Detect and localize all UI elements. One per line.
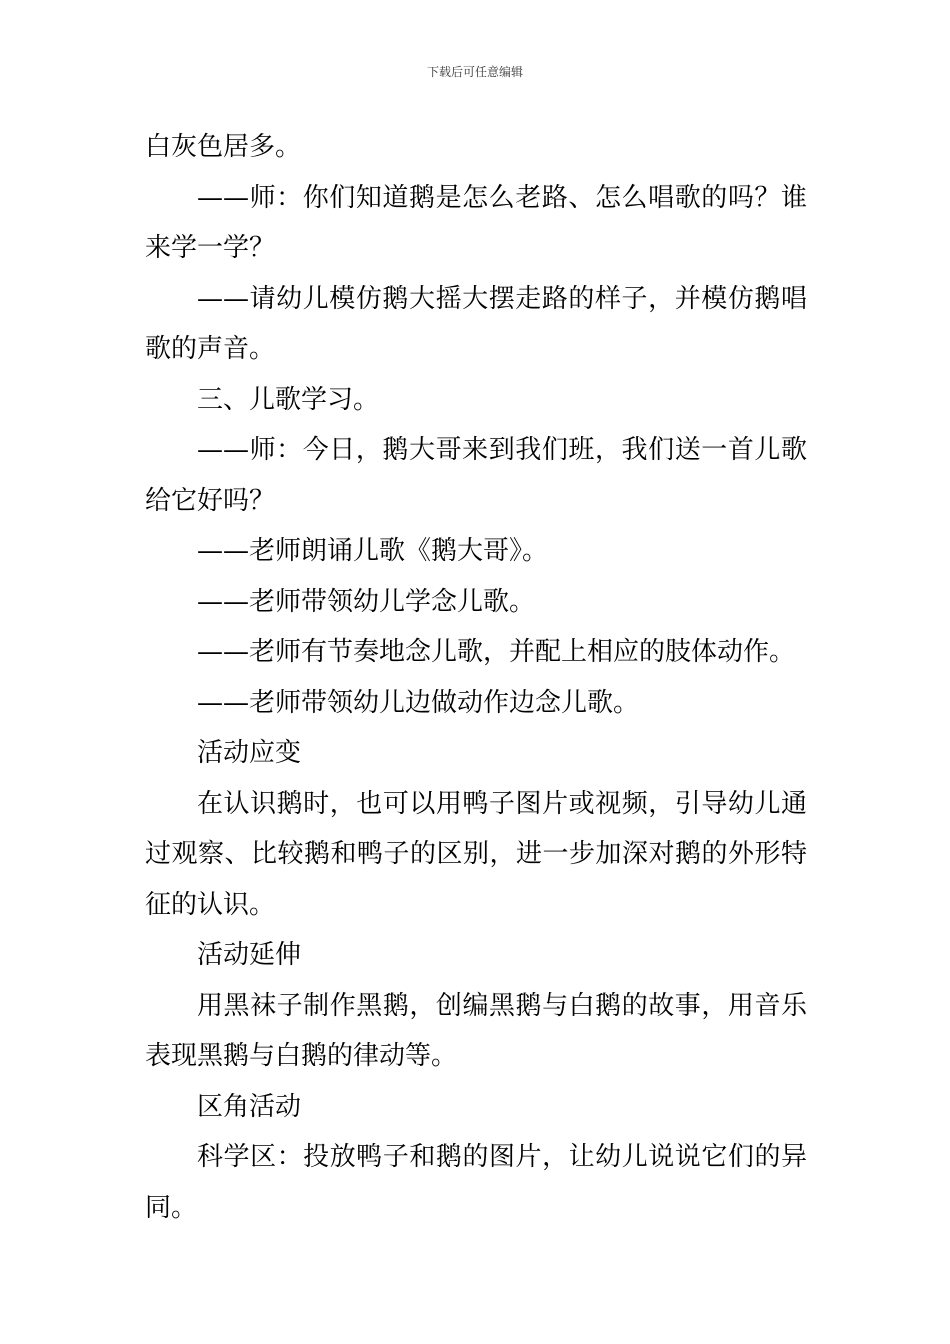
section-heading: 三、儿歌学习。 <box>197 384 380 415</box>
paragraph: ——请幼儿模仿鹅大摇大摆走路的样子，并模仿鹅唱歌的声音。 <box>145 283 807 364</box>
paragraph: ——师：你们知道鹅是怎么老路、怎么唱歌的吗？谁来学一学？ <box>145 182 807 263</box>
paragraph: 在认识鹅时，也可以用鸭子图片或视频，引导幼儿通过观察、比较鹅和鸭子的区别，进一步加深对鹅的外形特征的认识。 <box>145 788 807 920</box>
paragraph: 白灰色居多。 <box>145 132 302 162</box>
section-heading: 区角活动 <box>197 1091 302 1122</box>
paragraph: ——老师带领幼儿学念儿歌。 <box>197 586 536 617</box>
section-heading: 活动应变 <box>197 738 302 768</box>
paragraph: 科学区：投放鸭子和鹅的图片，让幼儿说说它们的异同。 <box>145 1142 807 1223</box>
section-heading: 活动延伸 <box>197 940 302 970</box>
paragraph: ——老师带领幼儿边做动作边念儿歌。 <box>197 687 640 718</box>
paragraph: ——师：今日，鹅大哥来到我们班，我们送一首儿歌给它好吗？ <box>145 435 807 516</box>
page-header-note: 下载后可任意编辑 <box>426 65 523 79</box>
document-body <box>145 122 807 1233</box>
paragraph: 用黑袜子制作黑鹅，创编黑鹅与白鹅的故事，用音乐表现黑鹅与白鹅的律动等。 <box>145 990 807 1071</box>
paragraph: ——老师朗诵儿歌《鹅大哥》。 <box>197 536 549 566</box>
paragraph: ——老师有节奏地念儿歌，并配上相应的肢体动作。 <box>197 637 796 667</box>
